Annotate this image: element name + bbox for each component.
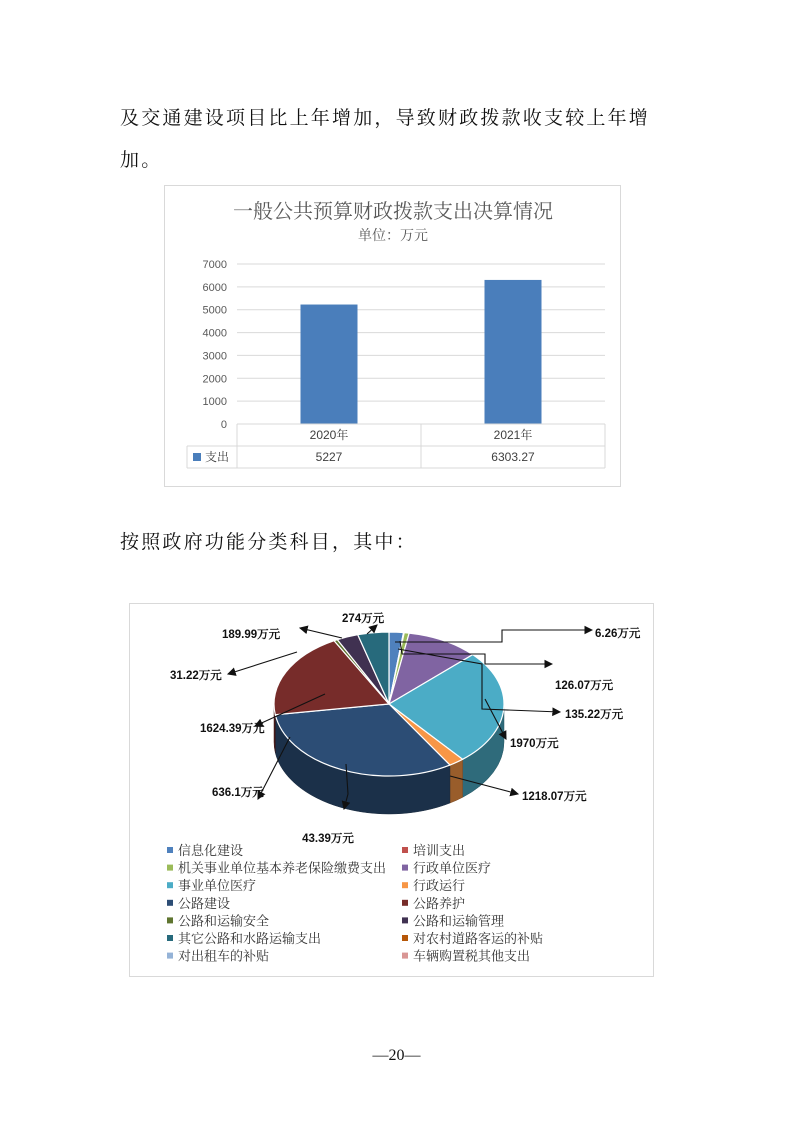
bar-chart-grid — [237, 264, 605, 424]
bar-chart-data-table — [187, 424, 605, 468]
bar-y-tick-label: 2000 — [202, 373, 227, 386]
bar-chart-subtitle: 单位：万元 — [358, 227, 428, 243]
pie-legend-swatch — [402, 953, 408, 959]
pie-legend-label: 行政运行 — [413, 878, 466, 894]
bar-y-tick-label: 0 — [220, 419, 227, 431]
pie-value-label: 1218.07万元 — [522, 791, 587, 803]
bar-y-tick-label: 7000 — [202, 259, 227, 271]
bar-1 — [301, 305, 358, 424]
pie-legend-swatch — [167, 900, 173, 906]
bar-category-label: 2021年 — [493, 428, 533, 442]
pie-chart-body — [274, 632, 504, 814]
bar-chart-frame — [164, 185, 621, 487]
bar-chart-bars — [301, 280, 542, 424]
bar-y-tick-label: 4000 — [202, 327, 227, 340]
pie-legend-swatch — [402, 900, 408, 906]
pie-value-label: 43.39万元 — [302, 833, 354, 845]
pie-value-label: 1970万元 — [510, 738, 559, 750]
pie-chart — [130, 604, 653, 976]
pie-value-label: 274万元 — [342, 613, 385, 625]
pie-value-label: 1624.39万元 — [200, 723, 265, 735]
pie-legend-label: 车辆购置税其他支出 — [413, 948, 531, 964]
pie-legend-swatch — [167, 953, 173, 959]
pie-chart-frame — [129, 603, 654, 977]
pie-legend-swatch — [167, 865, 173, 871]
paragraph-3: 按照政府功能分类科目，其中： — [120, 531, 417, 553]
pie-value-label: 126.07万元 — [555, 680, 614, 692]
pie-chart-legend — [167, 843, 543, 964]
pie-legend-swatch — [402, 917, 408, 923]
pie-legend-swatch — [402, 865, 408, 871]
pie-legend-label: 行政单位医疗 — [413, 860, 492, 876]
bar-y-tick-label: 1000 — [202, 396, 227, 409]
bar-chart-title: 一般公共预算财政拨款支出决算情况 — [233, 201, 553, 223]
bar-legend-swatch — [193, 453, 201, 461]
pie-legend-label: 事业单位医疗 — [178, 878, 257, 894]
paragraph-2: 加。 — [120, 149, 163, 171]
pie-legend-swatch — [167, 917, 173, 923]
bar-y-tick-label: 6000 — [202, 281, 227, 294]
bar-y-tick-label: 5000 — [202, 304, 227, 317]
pie-value-label: 189.99万元 — [222, 629, 281, 641]
bar-data-label: 6303.27 — [491, 450, 535, 464]
page-number: —20— — [372, 1047, 421, 1064]
paragraph-1: 及交通建设项目比上年增加，导致财政拨款收支较上年增 — [120, 107, 651, 129]
bar-legend-label: 支出 — [205, 450, 230, 464]
bar-2 — [485, 280, 542, 424]
pie-legend-swatch — [402, 882, 408, 888]
pie-value-label: 135.22万元 — [565, 709, 624, 721]
pie-legend-swatch — [402, 935, 408, 941]
bar-chart-y-axis — [203, 259, 227, 431]
bar-y-tick-label: 3000 — [202, 350, 227, 363]
pie-legend-label: 对出租车的补贴 — [178, 948, 270, 964]
pie-legend-swatch — [167, 882, 173, 888]
pie-value-label: 31.22万元 — [170, 670, 222, 682]
pie-side-wall — [450, 759, 463, 803]
pie-legend-label: 对农村道路客运的补贴 — [413, 931, 544, 946]
bar-chart — [165, 186, 620, 486]
bar-data-label: 5227 — [315, 450, 343, 464]
pie-legend-swatch — [167, 847, 173, 853]
pie-legend-label: 机关事业单位基本养老保险缴费支出 — [178, 860, 387, 876]
pie-legend-label: 公路和运输管理 — [413, 913, 505, 929]
pie-legend-label: 其它公路和水路运输支出 — [178, 931, 322, 946]
pie-legend-swatch — [402, 847, 408, 853]
bar-category-label: 2020年 — [309, 428, 349, 442]
pie-leader-line — [300, 628, 342, 638]
pie-legend-swatch — [167, 935, 173, 941]
pie-value-label: 636.1万元 — [212, 787, 264, 799]
pie-legend-label: 信息化建设 — [178, 843, 244, 858]
pie-value-label: 6.26万元 — [595, 628, 641, 640]
pie-legend-label: 公路建设 — [178, 895, 231, 911]
pie-legend-label: 培训支出 — [413, 843, 466, 858]
pie-legend-label: 公路和运输安全 — [178, 913, 270, 929]
pie-legend-label: 公路养护 — [413, 895, 466, 911]
